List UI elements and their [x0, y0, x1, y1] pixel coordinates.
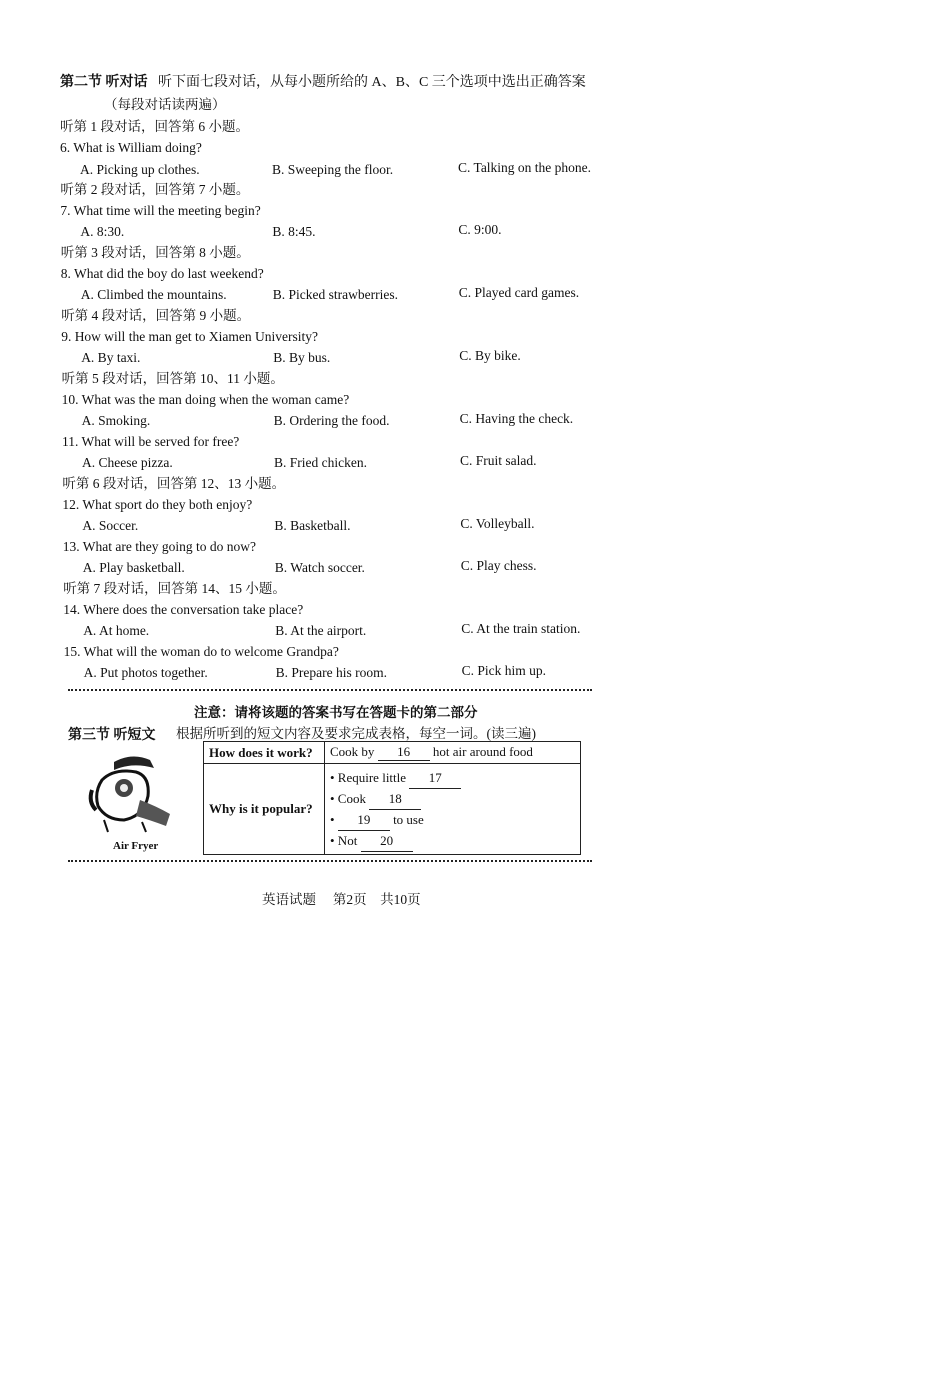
answer-notice: 注意：请将该题的答案书写在答题卡的第二部分 — [194, 705, 478, 720]
dialogue-intro: 听第 1 段对话，回答第 6 小题。 — [60, 119, 249, 134]
question-text: 10. What was the man doing when the woman came? — [61, 392, 350, 407]
option-c: C. Pick him up. — [461, 663, 546, 678]
bullet-19 — [330, 810, 575, 831]
option-b: B. Fried chicken. — [274, 455, 367, 470]
bullet-20 — [330, 831, 575, 852]
bullet-20-label: • Not — [330, 833, 358, 848]
option-c: C. Play chess. — [460, 558, 537, 573]
section2-instruction: 听下面七段对话，从每小题所给的 A、B、C 三个选项中选出正确答案 — [158, 75, 586, 90]
dialogue-intro: 听第 5 段对话，回答第 10、11 小题。 — [61, 371, 284, 386]
question-text: 14. Where does the conversation take place? — [63, 602, 304, 617]
row1-pre: Cook by — [330, 744, 375, 759]
section2-note: （每段对话读两遍） — [104, 97, 226, 112]
section2-title: 第二节 听对话 — [60, 75, 148, 90]
dialogue-intro: 听第 4 段对话，回答第 9 小题。 — [61, 308, 251, 323]
table-row — [204, 742, 581, 764]
option-c: C. 9:00. — [458, 222, 502, 237]
option-a: A. Cheese pizza. — [82, 455, 173, 470]
question-text: 13. What are they going to do now? — [62, 539, 257, 554]
option-c: C. Fruit salad. — [460, 453, 537, 468]
option-a: A. At home. — [83, 623, 150, 638]
figure-caption: Air Fryer — [113, 840, 159, 852]
option-b: B. By bus. — [273, 350, 331, 365]
option-b: B. Prepare his room. — [275, 665, 387, 680]
option-c: C. Volleyball. — [460, 516, 535, 531]
section2-header — [60, 75, 586, 91]
option-a: A. Soccer. — [82, 518, 139, 533]
option-a: A. By taxi. — [81, 350, 141, 365]
question-text: 6. What is William doing? — [60, 140, 202, 155]
row1-content — [325, 742, 581, 764]
bullet-18 — [330, 789, 575, 810]
question-text: 15. What will the woman do to welcome Grandpa? — [63, 644, 339, 659]
option-c: C. Having the check. — [459, 411, 574, 426]
option-b: B. Ordering the food. — [273, 413, 390, 428]
question-text: 12. What sport do they both enjoy? — [62, 497, 253, 512]
dialogue-intro: 听第 2 段对话，回答第 7 小题。 — [60, 182, 250, 197]
option-c: C. By bike. — [459, 348, 521, 363]
option-a: A. Picking up clothes. — [80, 162, 200, 177]
option-b: B. Picked strawberries. — [272, 287, 399, 302]
blank-20[interactable]: 20 — [361, 831, 413, 852]
blank-18[interactable]: 18 — [369, 789, 421, 810]
option-b: B. Basketball. — [274, 518, 351, 533]
question-text: 8. What did the boy do last weekend? — [60, 266, 264, 281]
option-b: B. Watch soccer. — [274, 560, 365, 575]
bullet-17-label: • Require little — [330, 770, 407, 785]
dotted-divider-bottom — [68, 860, 592, 862]
bullet-18-label: • Cook — [330, 791, 366, 806]
bullet-19-post: to use — [393, 812, 424, 827]
option-a: A. Put photos together. — [83, 665, 208, 680]
option-a: A. 8:30. — [80, 224, 125, 239]
question-text: 9. How will the man get to Xiamen University? — [61, 329, 319, 344]
blank-17[interactable]: 17 — [409, 768, 461, 789]
air-fryer-image — [84, 750, 178, 834]
option-b: B. At the airport. — [275, 623, 367, 638]
option-b: B. 8:45. — [272, 224, 316, 239]
dialogue-intro: 听第 3 段对话，回答第 8 小题。 — [60, 245, 250, 260]
option-a: A. Play basketball. — [82, 560, 185, 575]
option-c: C. Played card games. — [458, 285, 580, 300]
dotted-divider-top — [68, 689, 592, 691]
question-text: 7. What time will the meeting begin? — [60, 203, 261, 218]
bullet-17 — [330, 768, 575, 789]
section3-instruction: 根据所听到的短文内容及要求完成表格，每空一词。(读三遍) — [176, 726, 536, 741]
bullet-19-label: • — [330, 812, 335, 827]
blank-19[interactable]: 19 — [338, 810, 390, 831]
page-footer: 英语试题 第2页 共10页 — [262, 892, 421, 907]
option-a: A. Smoking. — [81, 413, 151, 428]
row2-content — [325, 764, 581, 855]
row1-post: hot air around food — [432, 744, 533, 759]
blank-16[interactable]: 16 — [378, 744, 430, 761]
section3-title: 第三节 听短文 — [68, 728, 156, 743]
dialogue-intro: 听第 6 段对话，回答第 12、13 小题。 — [62, 476, 286, 491]
option-c: C. Talking on the phone. — [458, 160, 592, 175]
row1-head: How does it work? — [204, 742, 325, 764]
option-a: A. Climbed the mountains. — [80, 287, 227, 302]
row2-head: Why is it popular? — [204, 764, 325, 855]
air-fryer-table — [203, 741, 581, 855]
dialogue-intro: 听第 7 段对话，回答第 14、15 小题。 — [63, 581, 286, 596]
option-b: B. Sweeping the floor. — [272, 162, 394, 177]
option-c: C. At the train station. — [461, 621, 581, 636]
table-row — [204, 764, 581, 855]
question-text: 11. What will be served for free? — [62, 434, 240, 449]
